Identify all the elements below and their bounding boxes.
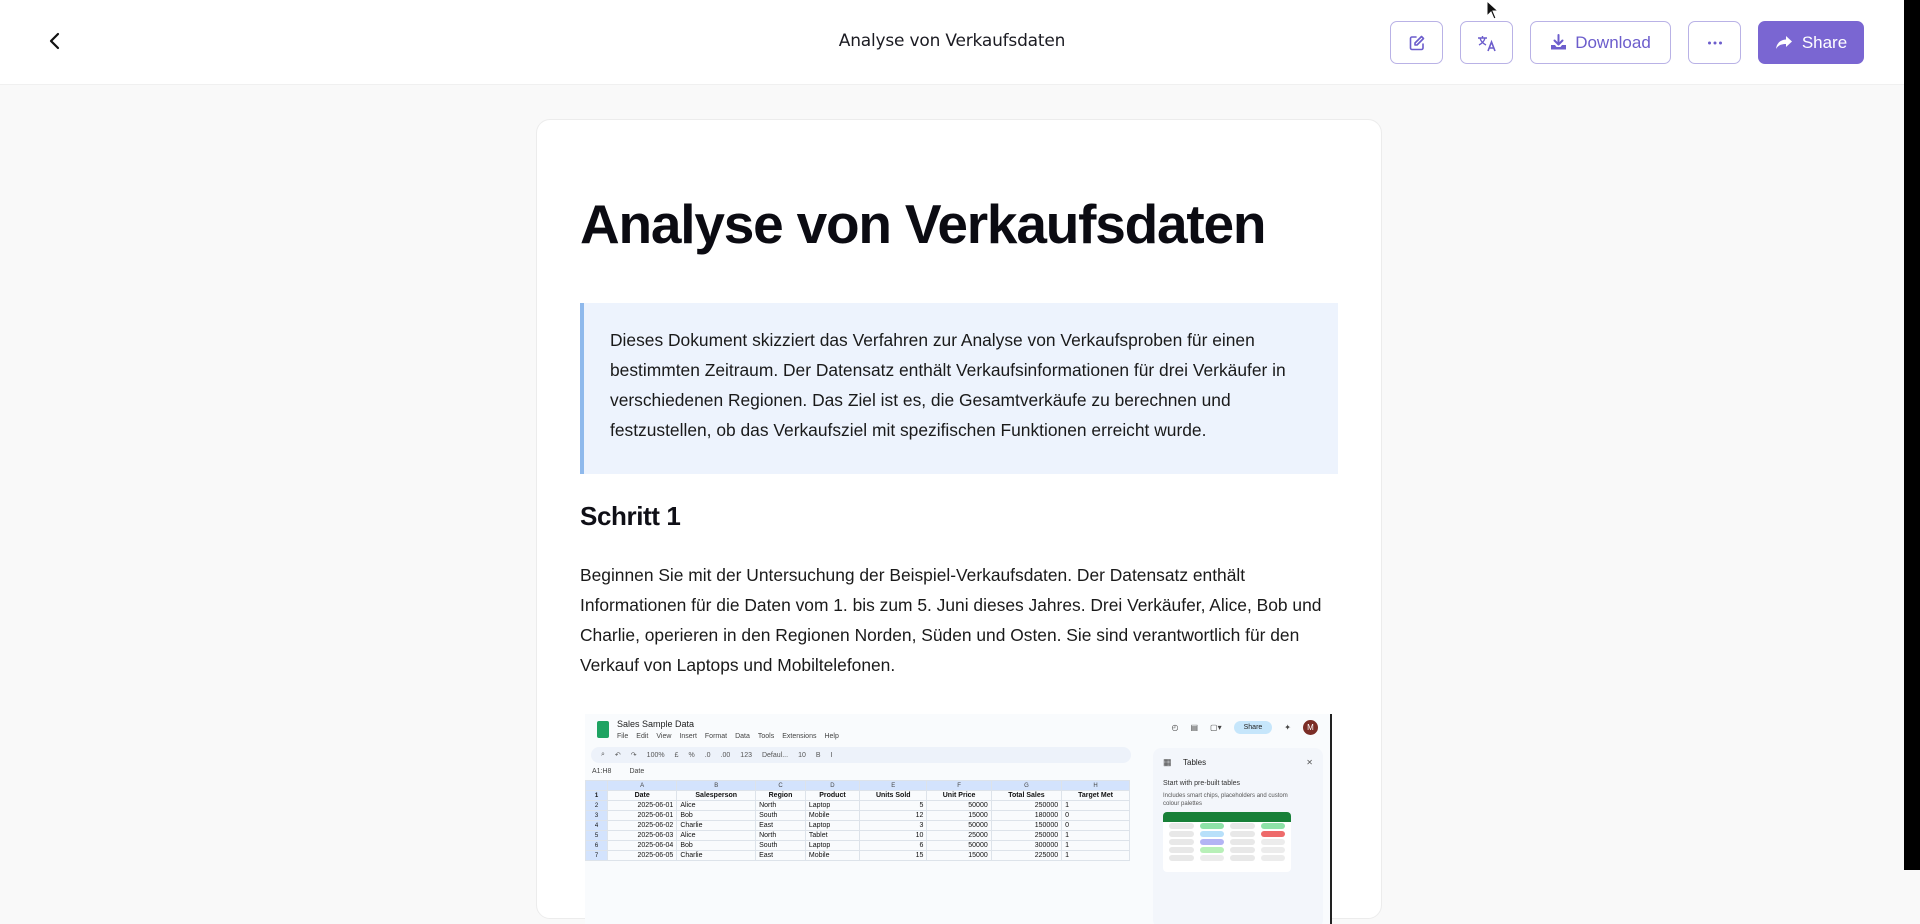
cell: Mobile (805, 811, 859, 821)
cell: 0 (1062, 821, 1130, 831)
toolbar-item: .0 (704, 751, 711, 759)
preview-row (1163, 830, 1291, 838)
cell: 300000 (991, 841, 1061, 851)
intro-callout (580, 303, 1338, 474)
toolbar-item: 10 (798, 751, 806, 759)
cell: 150000 (991, 821, 1061, 831)
cell: 50000 (927, 801, 991, 811)
cell: 2025-06-01 (608, 801, 677, 811)
row-number: 2 (586, 801, 608, 811)
col-letter: H (1062, 781, 1130, 791)
step-1-heading: Schritt 1 (580, 501, 681, 531)
cell: Charlie (677, 821, 756, 831)
avatar: M (1303, 720, 1318, 735)
header-cell: Units Sold (860, 791, 927, 801)
sheet-menu-item: Extensions (782, 733, 817, 740)
preview-header (1163, 812, 1291, 822)
sheet-menu (617, 733, 839, 740)
translate-icon (1477, 34, 1497, 52)
table-row (586, 801, 1130, 811)
sheet-menu-item: Edit (636, 733, 649, 740)
share-label: Share (1801, 32, 1848, 52)
header-cell: Total Sales (991, 791, 1061, 801)
sheet-menu-item: Data (735, 733, 750, 740)
cell: Alice (677, 801, 756, 811)
sheet-menu-item: File (617, 733, 629, 740)
more-options-button[interactable] (1688, 21, 1741, 64)
cell: 2025-06-04 (608, 841, 677, 851)
cell: 5 (860, 801, 927, 811)
cell: North (756, 801, 806, 811)
table-row (586, 811, 1130, 821)
toolbar-item: B (815, 751, 821, 759)
share-button[interactable] (1758, 21, 1864, 64)
col-letter: F (927, 781, 991, 791)
header-actions (1390, 21, 1864, 64)
row-number: 3 (586, 811, 608, 821)
download-label: Download (1575, 32, 1651, 52)
cell: 1 (1062, 801, 1130, 811)
sheet-title: Sales Sample Data (617, 719, 695, 729)
document-title: Analyse von Verkaufsdaten (580, 193, 1266, 255)
header-row (586, 791, 1130, 801)
cell: 2025-06-05 (608, 851, 677, 861)
sheet-share-button: Share (1234, 721, 1273, 734)
panel-title: Tables (1183, 758, 1207, 767)
cell: 250000 (991, 831, 1061, 841)
cell: 50000 (927, 821, 991, 831)
cell: Bob (677, 811, 756, 821)
comment-icon: ▤ (1190, 723, 1199, 732)
sheet-menu-item: Help (824, 733, 839, 740)
col-letter: G (991, 781, 1061, 791)
preview-row (1163, 846, 1291, 854)
sheet-menu-item: Insert (679, 733, 697, 740)
video-icon: ▢▾ (1210, 723, 1222, 732)
toolbar-item: % (688, 751, 695, 759)
toolbar-item: Defaul... (761, 751, 789, 759)
row-number: 1 (586, 791, 608, 801)
download-button[interactable] (1530, 21, 1671, 64)
col-letter: E (860, 781, 927, 791)
col-letter: A (608, 781, 677, 791)
cell: 12 (860, 811, 927, 821)
cell: 0 (1062, 811, 1130, 821)
document-card (536, 119, 1382, 919)
history-icon: ◴ (1171, 723, 1179, 732)
cell: South (756, 841, 806, 851)
column-letters-row (586, 781, 1130, 791)
cell: 2025-06-02 (608, 821, 677, 831)
col-letter: C (756, 781, 806, 791)
cell: 15000 (927, 851, 991, 861)
toolbar-item: 100% (646, 751, 665, 759)
cell: Laptop (805, 841, 859, 851)
search-icon: ⌕ (601, 751, 605, 758)
cell: 50000 (927, 841, 991, 851)
intro-text: Dieses Dokument skizziert das Verfahren zur Analyse von Verkaufsproben für einen bestimmten Zeitraum. Der Datensatz enthält Verkaufsinformationen für drei Verkäufer in verschiedenen Regionen. Das Ziel ist es, die Gesamtverkäufe zu berechnen und festzustellen, ob das Verkaufsziel mit spezifischen Funktionen erreicht wurde. (610, 330, 1286, 440)
close-icon: ✕ (1306, 758, 1313, 767)
page-header-title: Analyse von Verkaufsdaten (838, 31, 1066, 51)
table-row (586, 831, 1130, 841)
row-number: 7 (586, 851, 608, 861)
cell: South (756, 811, 806, 821)
sheet-grid (585, 780, 1130, 861)
preview-row (1163, 838, 1291, 846)
formula-value: Date (629, 768, 645, 775)
cell-reference: A1:H8 (592, 768, 612, 775)
sheet-toolbar (591, 747, 1131, 763)
spreadsheet-screenshot (585, 714, 1332, 924)
share-arrow-icon (1775, 35, 1793, 50)
preview-row (1163, 854, 1291, 862)
cell: 180000 (991, 811, 1061, 821)
row-number: 6 (586, 841, 608, 851)
table-preview (1163, 812, 1291, 872)
preview-row (1163, 822, 1291, 830)
cell: 3 (860, 821, 927, 831)
cell: Laptop (805, 821, 859, 831)
col-letter: B (677, 781, 756, 791)
cell: 2025-06-01 (608, 811, 677, 821)
cell: Tablet (805, 831, 859, 841)
table-row (586, 821, 1130, 831)
formula-bar (592, 768, 644, 775)
toolbar-item: £ (674, 751, 679, 759)
tables-side-panel (1153, 748, 1323, 924)
toolbar-item: .00 (720, 751, 731, 759)
cell: 10 (860, 831, 927, 841)
step-1-text: Beginnen Sie mit der Untersuchung der Beispiel-Verkaufsdaten. Der Datensatz enthält Informationen für die Daten vom 1. bis zum 5. Juni dieses Jahres. Drei Verkäufer, Alice, Bob und Charlie, operieren in den Regionen Norden, Süden und Osten. Sie sind verantwortlich für den Verkauf von Laptops und Mobiltelefonen. (580, 565, 1322, 675)
cell: 1 (1062, 841, 1130, 851)
table-icon: ▦ (1163, 757, 1172, 767)
edit-button[interactable] (1390, 21, 1443, 64)
cell: East (756, 851, 806, 861)
sheets-logo-icon (597, 721, 609, 738)
row-number: 4 (586, 821, 608, 831)
table-row (586, 841, 1130, 851)
cell: 1 (1062, 831, 1130, 841)
panel-heading: Start with pre-built tables (1163, 780, 1241, 787)
cell: Alice (677, 831, 756, 841)
cell: 6 (860, 841, 927, 851)
cell: 25000 (927, 831, 991, 841)
cell: North (756, 831, 806, 841)
cell: 15 (860, 851, 927, 861)
sheet-menu-item: Tools (757, 733, 775, 740)
cell: 250000 (991, 801, 1061, 811)
cell: East (756, 821, 806, 831)
cell: Bob (677, 841, 756, 851)
cell: Laptop (805, 801, 859, 811)
header-cell: Region (756, 791, 806, 801)
sheet-menu-item: View (656, 733, 672, 740)
col-letter (586, 781, 608, 791)
row-number: 5 (586, 831, 608, 841)
translate-button[interactable] (1460, 21, 1513, 64)
cell: Charlie (677, 851, 756, 861)
ellipsis-icon (1707, 41, 1723, 45)
cell: Mobile (805, 851, 859, 861)
cell: 15000 (927, 811, 991, 821)
header-cell: Product (805, 791, 859, 801)
header-cell: Unit Price (927, 791, 991, 801)
mouse-cursor-icon (1486, 0, 1500, 20)
window-edge-scrollbar[interactable] (1904, 0, 1920, 870)
redo-icon: ↷ (630, 752, 637, 759)
edit-icon (1408, 34, 1426, 52)
header-cell: Date (608, 791, 677, 801)
toolbar-item: I (830, 751, 833, 759)
cell: 2025-06-03 (608, 831, 677, 841)
toolbar-item: 123 (740, 751, 752, 759)
cell: 1 (1062, 851, 1130, 861)
sheet-header-right (1171, 720, 1318, 735)
cell: 225000 (991, 851, 1061, 861)
col-letter: D (805, 781, 859, 791)
undo-icon: ↶ (614, 752, 621, 759)
header-cell: Salesperson (677, 791, 756, 801)
header-cell: Target Met (1062, 791, 1130, 801)
gemini-icon: ✦ (1284, 723, 1291, 732)
top-bar (0, 0, 1904, 85)
download-icon (1550, 34, 1567, 51)
sheet-menu-item: Format (704, 733, 728, 740)
table-row (586, 851, 1130, 861)
panel-subtext: Includes smart chips, placeholders and custom colour palettes (1163, 793, 1288, 807)
